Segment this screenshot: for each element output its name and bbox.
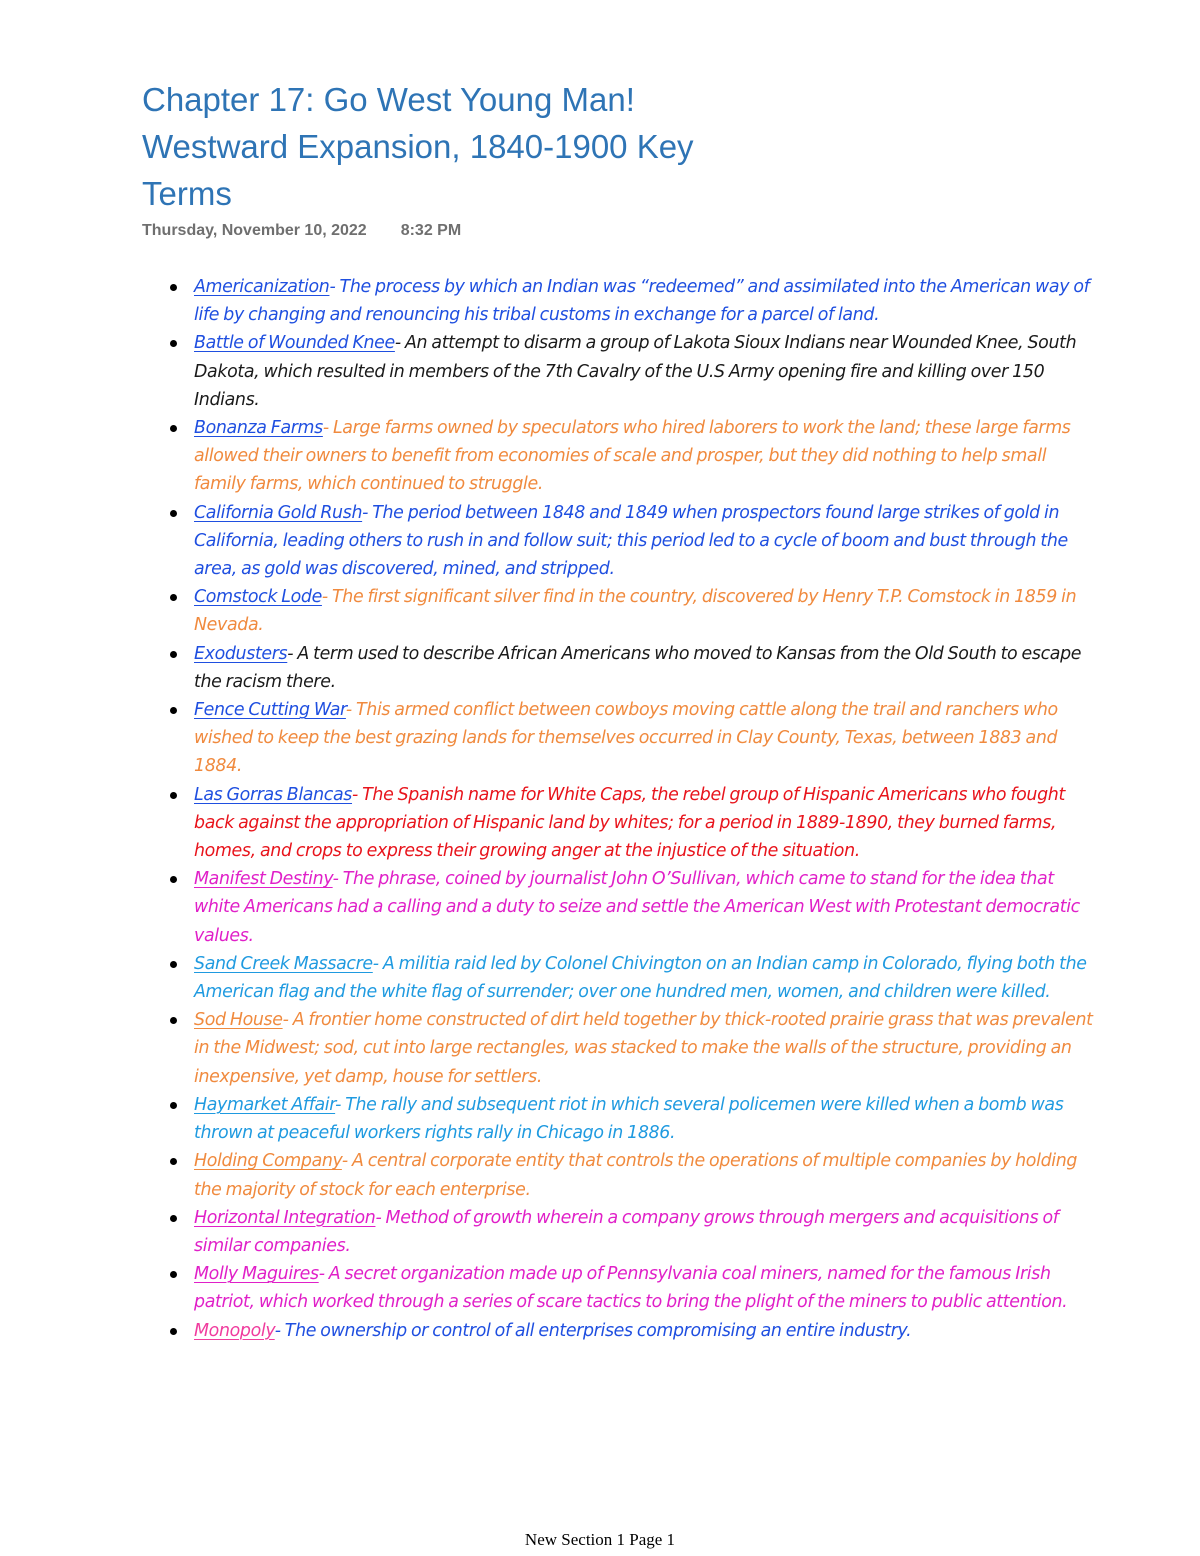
term-definition: - The period between 1848 and 1849 when prospectors found large strikes of gold in California, leading others to rush in and follow suit; this period led to a cycle of boom and bust through the area, as gold was discovered, mined, and stripped. (194, 502, 1068, 580)
term-definition: - A frontier home constructed of dirt held together by thick-rooted prairie grass that was prevalent in the Midwest; sod, cut into large rectangles, was stacked to make the walls of the structure, providing an inexpensive, yet damp, house for settlers. (194, 1010, 1093, 1087)
term-definition: - The ownership or control of all enterprises compromising an entire industry. (274, 1320, 912, 1341)
bullet-icon (170, 1158, 177, 1165)
term-name: Monopoly (194, 1320, 275, 1341)
term-item (194, 950, 1094, 1006)
bullet-icon (170, 594, 177, 601)
term-item (194, 640, 1094, 696)
term-definition: - The rally and subsequent riot in which several policemen were killed when a bomb was thrown at peaceful workers rights rally in Chicago in 1886. (194, 1094, 1064, 1144)
term-definition: - The Spanish name for White Caps, the rebel group of Hispanic Americans who fought back against the appropriation of Hispanic land by whites; for a period in 1889-1890, they burned farms, homes, and crops to express their growing anger at the injustice of the situation. (194, 784, 1065, 862)
term-item (194, 329, 1094, 414)
term-definition: - A central corporate entity that controls the operations of multiple companies by holding the majority of stock for each enterprise. (194, 1151, 1078, 1200)
term-item (194, 273, 1094, 329)
page-date: Thursday, November 10, 2022 (142, 222, 367, 239)
bullet-icon (170, 651, 177, 658)
term-name: Exodusters (194, 643, 288, 664)
term-name: Fence Cutting War (194, 700, 346, 721)
key-terms-list (168, 273, 1094, 1345)
term-definition: - An attempt to disarm a group of Lakota Sioux Indians near Wounded Knee, South Dakota, which resulted in members of the 7th Cavalry of the U.S Army opening fire and killing over 150 Indians. (194, 333, 1077, 410)
title-line-2: Westward Expansion, 1840-1900 Key (142, 128, 694, 165)
title-line-3: Terms (142, 175, 232, 212)
term-definition: - The phrase, coined by journalist John O’Sullivan, which came to stand for the idea that white Americans had a calling and a duty to seize and settle the American West with Protestant democratic values. (194, 869, 1080, 946)
term-name: Horizontal Integration (194, 1207, 376, 1228)
term-definition: - The process by which an Indian was “redeemed” and assimilated into the American way of life by changing and renouncing his tribal customs in exchange for a parcel of land. (194, 277, 1090, 326)
term-item (194, 1091, 1094, 1147)
term-item (194, 414, 1094, 499)
term-item (194, 1260, 1094, 1316)
term-item (194, 1006, 1094, 1091)
term-definition: - A militia raid led by Colonel Chivington on an Indian camp in Colorado, flying both the American flag and the white flag of surrender; over one hundred men, women, and children were killed. (194, 953, 1087, 1003)
page-title (142, 76, 902, 217)
bullet-icon (170, 1215, 177, 1222)
term-name: Sod House (194, 1010, 283, 1031)
page-timestamp (142, 222, 461, 240)
term-item (194, 781, 1094, 866)
bullet-icon (170, 876, 177, 883)
term-name: Bonanza Farms (194, 418, 323, 439)
term-definition: - Method of growth wherein a company grows through mergers and acquisitions of similar companies. (194, 1207, 1059, 1256)
title-line-1: Chapter 17: Go West Young Man! (142, 81, 635, 118)
term-item (194, 1147, 1094, 1203)
term-name: Holding Company (194, 1151, 342, 1172)
term-item (194, 1317, 1094, 1345)
bullet-icon (170, 340, 177, 347)
bullet-icon (170, 707, 177, 714)
term-definition: - This armed conflict between cowboys moving cattle along the trail and ranchers who wished to keep the best grazing lands for themselves occurred in Clay County, Texas, between 1883 and 1884. (194, 700, 1058, 777)
term-definition: - The first significant silver find in the country, discovered by Henry T.P. Comstock in 1859 in Nevada. (194, 587, 1077, 636)
term-definition: - Large farms owned by speculators who hired laborers to work the land; these large farms allowed their owners to benefit from economies of scale and prosper, but they did nothing to help small family farms, which continued to struggle. (194, 418, 1071, 495)
bullet-icon (170, 1017, 177, 1024)
term-definition: - A secret organization made up of Pennsylvania coal miners, named for the famous Irish patriot, which worked through a series of scare tactics to bring the plight of the miners to public attention. (194, 1264, 1068, 1313)
bullet-icon (170, 510, 177, 517)
term-name: Comstock Lode (194, 587, 322, 608)
term-definition: - A term used to describe African Americans who moved to Kansas from the Old South to escape the racism there. (194, 643, 1082, 692)
term-name: Haymarket Affair (194, 1094, 336, 1115)
bullet-icon (170, 1271, 177, 1278)
term-item (194, 696, 1094, 781)
page-footer: New Section 1 Page 1 (524, 1530, 676, 1549)
term-name: Manifest Destiny (194, 869, 333, 890)
term-name: Sand Creek Massacre (194, 953, 373, 974)
term-item (194, 1204, 1094, 1260)
term-item (194, 499, 1094, 584)
bullet-icon (170, 1102, 177, 1109)
bullet-icon (170, 1328, 177, 1335)
page-time: 8:32 PM (400, 222, 462, 239)
bullet-icon (170, 284, 177, 291)
bullet-icon (170, 961, 177, 968)
term-item (194, 865, 1094, 950)
term-name: Las Gorras Blancas (194, 784, 353, 805)
term-name: California Gold Rush (194, 502, 363, 523)
term-item (194, 583, 1094, 639)
bullet-icon (170, 425, 177, 432)
term-name: Molly Maguires (194, 1264, 319, 1285)
term-name: Battle of Wounded Knee (194, 333, 395, 354)
bullet-icon (170, 792, 177, 799)
term-name: Americanization (194, 277, 330, 297)
